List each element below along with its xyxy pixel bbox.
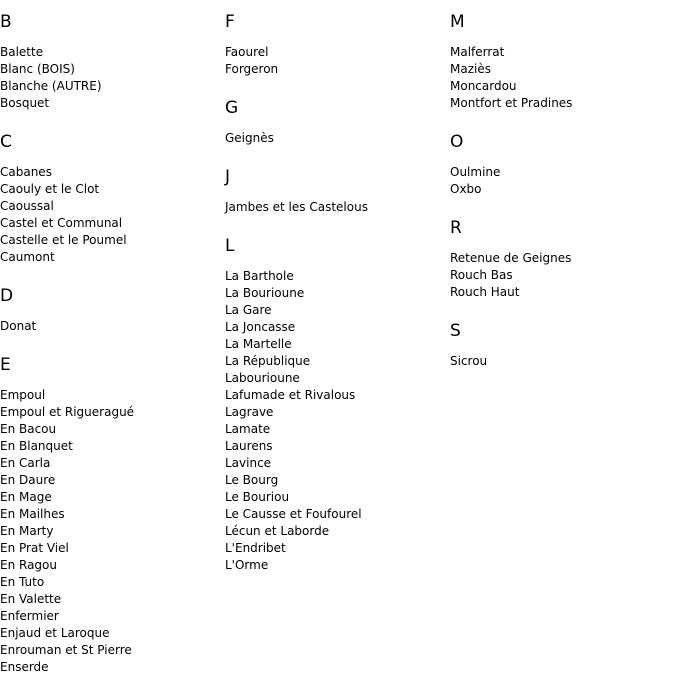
letter-group bbox=[0, 132, 220, 266]
locality-list bbox=[225, 268, 445, 574]
letter-heading: J bbox=[225, 167, 231, 187]
locality-link[interactable]: L'Orme bbox=[225, 558, 269, 572]
letter-heading: R bbox=[450, 218, 462, 238]
locality-link[interactable]: Oulmine bbox=[450, 165, 501, 179]
locality-link[interactable]: En Mage bbox=[0, 490, 52, 504]
letter-group bbox=[225, 167, 445, 216]
locality-list bbox=[450, 164, 670, 198]
locality-link[interactable]: Faourel bbox=[225, 45, 269, 59]
letter-heading: L bbox=[225, 236, 235, 256]
locality-link[interactable]: Jambes et les Castelous bbox=[225, 200, 368, 214]
locality-link[interactable]: La Gare bbox=[225, 303, 272, 317]
locality-link[interactable]: Le Bourg bbox=[225, 473, 279, 487]
locality-link[interactable]: Castel et Communal bbox=[0, 216, 123, 230]
letter-heading: O bbox=[450, 132, 464, 152]
locality-link[interactable]: En Blanquet bbox=[0, 439, 73, 453]
locality-link[interactable]: Empoul bbox=[0, 388, 46, 402]
letter-group bbox=[225, 12, 445, 78]
locality-link[interactable]: En Valette bbox=[0, 592, 62, 606]
letter-heading: B bbox=[0, 12, 12, 32]
locality-link[interactable]: En Daure bbox=[0, 473, 56, 487]
letter-heading: S bbox=[450, 321, 461, 341]
locality-link[interactable]: En Ragou bbox=[0, 558, 57, 572]
locality-link[interactable]: Balette bbox=[0, 45, 44, 59]
locality-link[interactable]: En Carla bbox=[0, 456, 51, 470]
locality-link[interactable]: Lécun et Laborde bbox=[225, 524, 330, 538]
locality-link[interactable]: Malferrat bbox=[450, 45, 505, 59]
letter-heading: F bbox=[225, 12, 235, 32]
locality-link[interactable]: Geignès bbox=[225, 131, 274, 145]
locality-link[interactable]: Lamate bbox=[225, 422, 271, 436]
letter-heading: E bbox=[0, 355, 11, 375]
locality-link[interactable]: Forgeron bbox=[225, 62, 279, 76]
index-column bbox=[450, 0, 670, 370]
letter-heading: D bbox=[0, 286, 14, 306]
locality-link[interactable]: Enjaud et Laroque bbox=[0, 626, 110, 640]
index-column bbox=[0, 0, 220, 676]
letter-group bbox=[225, 98, 445, 147]
letter-group bbox=[450, 321, 670, 370]
locality-link[interactable]: Oxbo bbox=[450, 182, 482, 196]
locality-list bbox=[0, 387, 220, 676]
locality-link[interactable]: La République bbox=[225, 354, 311, 368]
locality-link[interactable]: Montfort et Pradines bbox=[450, 96, 573, 110]
locality-list bbox=[0, 164, 220, 266]
locality-link[interactable]: Laurens bbox=[225, 439, 273, 453]
locality-list bbox=[225, 199, 445, 216]
locality-list bbox=[0, 44, 220, 112]
locality-link[interactable]: Caouly et le Clot bbox=[0, 182, 100, 196]
letter-group bbox=[450, 218, 670, 301]
locality-link[interactable]: Rouch Haut bbox=[450, 285, 520, 299]
letter-group bbox=[0, 12, 220, 112]
letter-heading: G bbox=[225, 98, 239, 118]
locality-link[interactable]: En Bacou bbox=[0, 422, 57, 436]
locality-link[interactable]: En Mailhes bbox=[0, 507, 65, 521]
locality-link[interactable]: Enrouman et St Pierre bbox=[0, 643, 132, 657]
locality-link[interactable]: L'Endribet bbox=[225, 541, 286, 555]
locality-link[interactable]: Lafumade et Rivalous bbox=[225, 388, 356, 402]
locality-link[interactable]: La Martelle bbox=[225, 337, 292, 351]
locality-link[interactable]: La Barthole bbox=[225, 269, 294, 283]
locality-link[interactable]: Lavince bbox=[225, 456, 272, 470]
locality-link[interactable]: Moncardou bbox=[450, 79, 517, 93]
locality-link[interactable]: Rouch Bas bbox=[450, 268, 513, 282]
letter-heading: M bbox=[450, 12, 465, 32]
locality-link[interactable]: Enfermier bbox=[0, 609, 59, 623]
locality-link[interactable]: Blanche (AUTRE) bbox=[0, 79, 102, 93]
locality-link[interactable]: Blanc (BOIS) bbox=[0, 62, 75, 76]
locality-link[interactable]: Labourioune bbox=[225, 371, 300, 385]
letter-group bbox=[225, 236, 445, 574]
locality-link[interactable]: La Bourioune bbox=[225, 286, 305, 300]
locality-link[interactable]: Sicrou bbox=[450, 354, 488, 368]
locality-link[interactable]: Castelle et le Poumel bbox=[0, 233, 127, 247]
letter-group bbox=[450, 12, 670, 112]
locality-list bbox=[225, 44, 445, 78]
locality-link[interactable]: Caumont bbox=[0, 250, 55, 264]
locality-link[interactable]: Le Causse et Foufourel bbox=[225, 507, 362, 521]
locality-list bbox=[0, 318, 220, 335]
locality-link[interactable]: Retenue de Geignes bbox=[450, 251, 572, 265]
locality-link[interactable]: En Prat Viel bbox=[0, 541, 69, 555]
locality-list bbox=[450, 353, 670, 370]
locality-link[interactable]: Bosquet bbox=[0, 96, 50, 110]
letter-heading: C bbox=[0, 132, 12, 152]
locality-link[interactable]: En Tuto bbox=[0, 575, 45, 589]
locality-link[interactable]: Le Bouriou bbox=[225, 490, 290, 504]
locality-list bbox=[225, 130, 445, 147]
letter-group bbox=[0, 286, 220, 335]
locality-link[interactable]: Donat bbox=[0, 319, 37, 333]
locality-link[interactable]: Empoul et Rigueragué bbox=[0, 405, 135, 419]
locality-link[interactable]: Caoussal bbox=[0, 199, 54, 213]
locality-list bbox=[450, 250, 670, 301]
letter-group bbox=[450, 132, 670, 198]
locality-link[interactable]: En Marty bbox=[0, 524, 54, 538]
locality-link[interactable]: Lagrave bbox=[225, 405, 274, 419]
letter-group bbox=[0, 355, 220, 676]
index-column bbox=[225, 0, 445, 574]
locality-list bbox=[450, 44, 670, 112]
locality-link[interactable]: Cabanes bbox=[0, 165, 52, 179]
locality-link[interactable]: Enserde bbox=[0, 660, 49, 674]
locality-link[interactable]: Maziès bbox=[450, 62, 491, 76]
locality-link[interactable]: La Joncasse bbox=[225, 320, 296, 334]
